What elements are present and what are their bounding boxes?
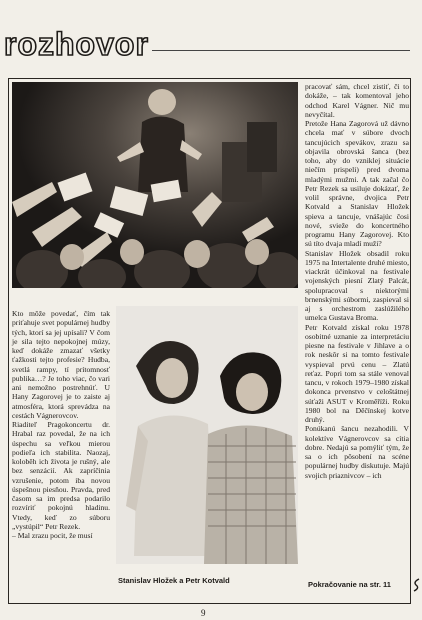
paragraph: – Mal zrazu pocit, že musí: [12, 531, 93, 540]
header-rule: [152, 50, 410, 51]
portrait-photo: [116, 306, 298, 564]
end-mark-icon: [412, 578, 421, 592]
paragraph: Riaditeľ Pragokoncertu dr. Hrabal raz povedal, že na ich úspechu sa veľkou mierou podieľa ich stabilita. Naozaj, koloběh ich života je rušný, ale bez senzácií. Ak zapríčinia vzrušenie, potom iba novou úspešnou piesňou. Pravda, pred časom sa im predsa podarilo rozvíriť pokojnú hladinu. Vtedy, keď zo súboru „vystúpil“ Petr Rezek.: [12, 420, 110, 531]
concert-photo: [12, 82, 298, 288]
paragraph: Kto môže povedať, čím tak priťahuje svet populárnej hudby tých, ktorí sa jej upísali? V čom je sila tejto nepokojnej múzy, keď dokáže zmazať všetky ťažkosti tejto profesie? Hudba, svetlá rampy, tí prítomnosť publika…? Je toho viac, čo vari ani nemožno postrehnúť. U Hany Zagorovej je to zaiste aj atmosféra, ktorá sprevádza na cestách Vágnerovcov.: [12, 309, 110, 420]
right-text-column: [305, 82, 409, 480]
paragraph: pracovať sám, chcel zistiť, či to dokáže, – tak komentoval jeho odchod Karel Vágner. Nič mu nevyčítal.: [305, 82, 409, 119]
left-text-column: [12, 309, 110, 540]
page-number: 9: [201, 608, 206, 618]
paragraph: Pretože Hana Zagorová už dávno chcela mať v súbore dvoch tancujúcich spevákov, zrazu sa objavila obrovská šanca (bez toho, aby do vzniklej situácie niečím prispeli) pred dvoma mladými mužmi. A tak začal čo Petr Rezek sa usiluje dokázať, že volil správne, dvojica Petr Kotvald a Stanislav Hložek spieva a tancuje, vnášajúc čosi nové, svieže do koncertného programu Hany Zagorovej. Kto sú títo dvaja mladí muži?: [305, 119, 409, 249]
section-title: rozhovor: [4, 26, 149, 62]
paragraph: Ponúkanú šancu nezahodili. V kolektíve Vágnerovcov sa cítia dobre. Nedajú sa pomýliť tým, že sa o ich pôsobení na scéne populárnej hudby diskutuje. Majú svojich priaznivcov – ich: [305, 424, 409, 480]
photo-caption: Stanislav Hložek a Petr Kotvald: [118, 576, 230, 585]
paragraph: Petr Kotvald získal roku 1978 osobitné uznanie za interpretáciu piesne na festivale v Jihlave a o rok neskôr si na tomto festivale vyspieval prvú cenu – Zlatú reťaz. Popri tom sa stále venoval tancu, v rokoch 1979–1980 získal dokonca prvenstvo v celoštátnej súťaži ASUT v Kroměříži. Roku 1980 bol na Děčínskej kotve druhý.: [305, 322, 409, 424]
paragraph: Stanislav Hložek obsadil roku 1975 na Intertalente druhé miesto, viackrát účinkoval na festivale vojenských piesní Zlatý Palcát, spolupracoval s niektorými brnenskými súbormi, zaspieval si aj s orchestrom zaslúžilého umelca Gustava Broma.: [305, 248, 409, 323]
continuation-note: Pokračovanie na str. 11: [308, 580, 391, 589]
